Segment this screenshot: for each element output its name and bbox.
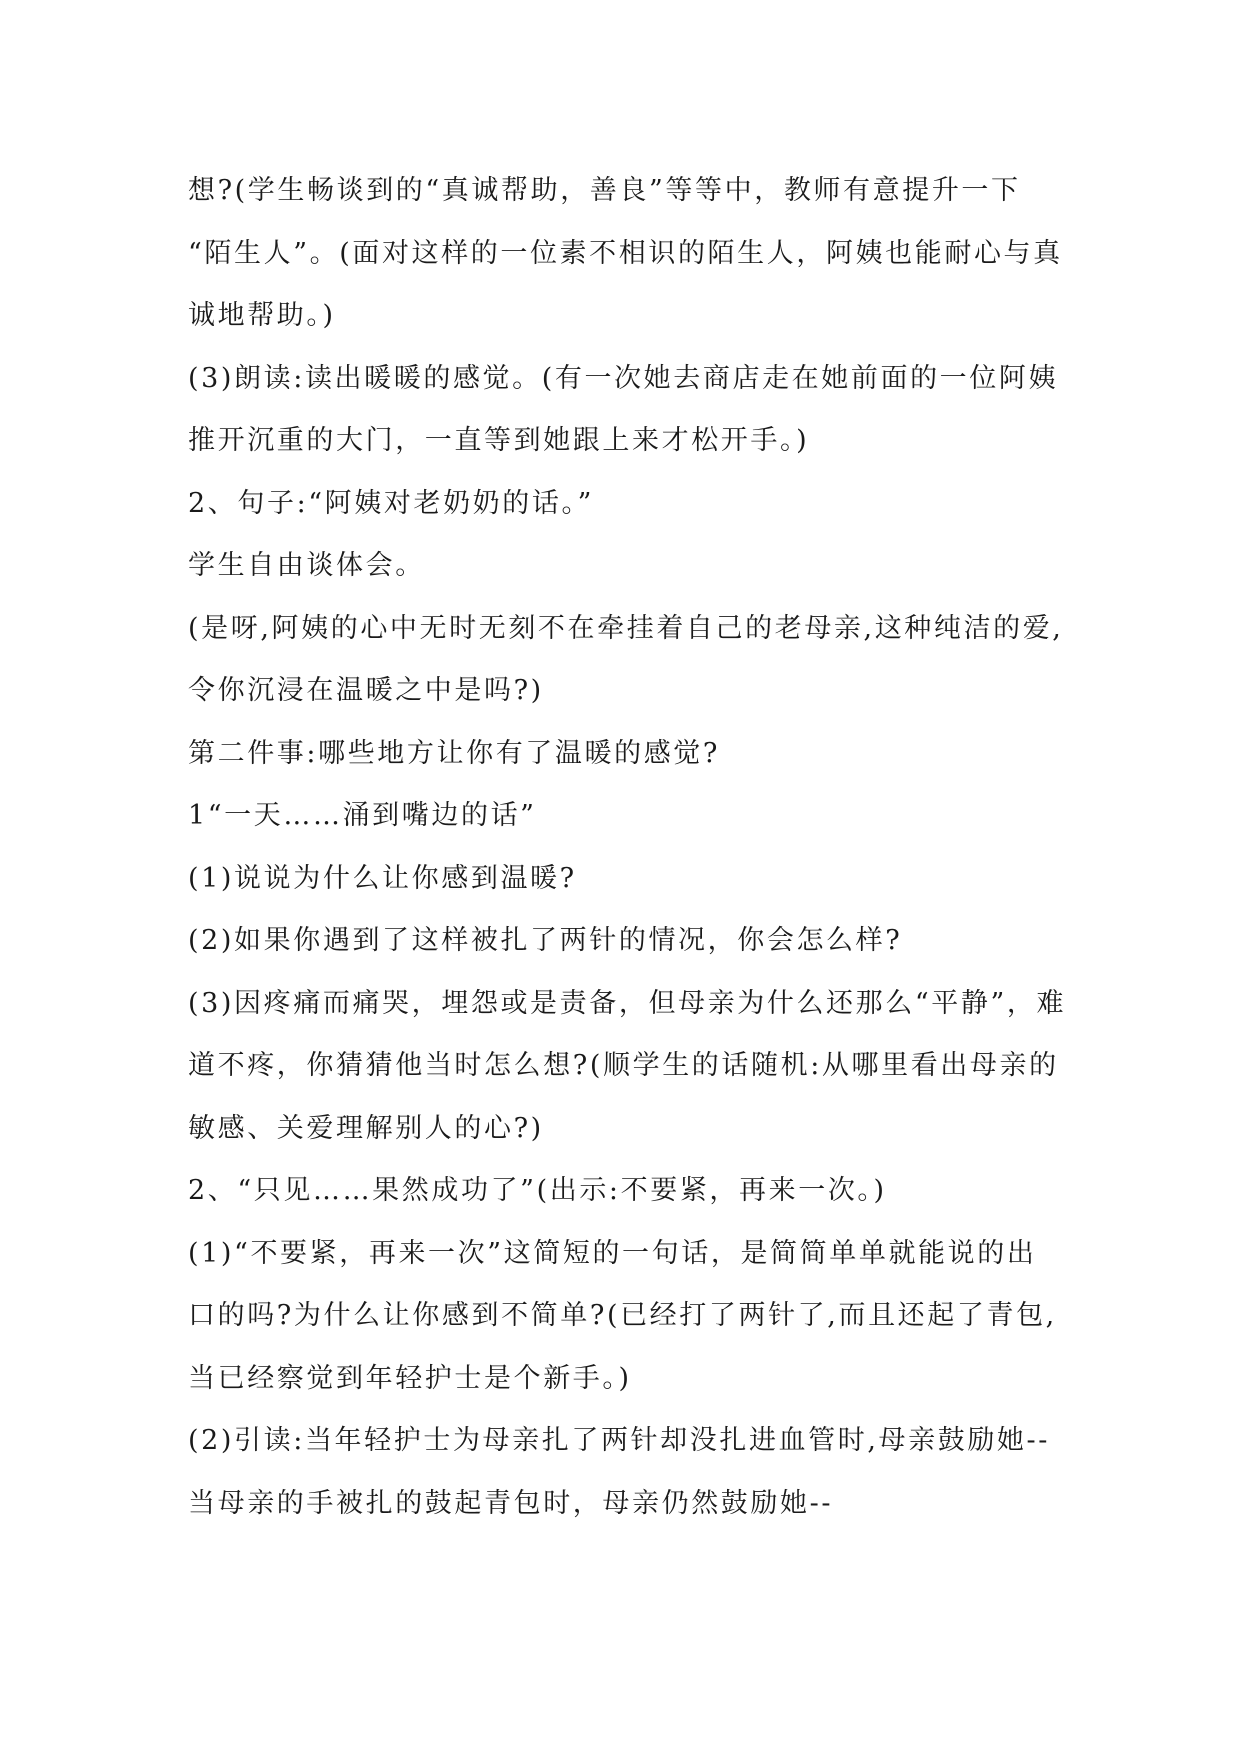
text-line: 1“一天……涌到嘴边的话” [188, 800, 537, 831]
text-line: (3)朗读:读出暖暖的感觉。(有一次她去商店走在她前面的一位阿姨 [188, 362, 1059, 394]
text-line: 令你沉浸在温暖之中是吗?) [188, 675, 544, 706]
text-line: 当已经察觉到年轻护士是个新手。) [188, 1362, 632, 1394]
text-line: (1)“不要紧，再来一次”这简短的一句话，是简简单单就能说的出 [188, 1237, 1037, 1269]
text-line: 第二件事:哪些地方让你有了温暖的感觉? [188, 737, 720, 769]
text-line: 道不疼，你猜猜他当时怎么想?(顺学生的话随机:从哪里看出母亲的 [188, 1050, 1059, 1081]
text-line: (3)因疼痛而痛哭，埋怨或是责备，但母亲为什么还那么“平静”，难 [188, 987, 1067, 1019]
document-body [188, 160, 1068, 1535]
text-line: 推开沉重的大门，一直等到她跟上来才松开手。) [188, 425, 810, 456]
text-line: 2、句子:“阿姨对老奶奶的话。” [188, 487, 594, 519]
text-line: 当母亲的手被扎的鼓起青包时，母亲仍然鼓励她-- [188, 1487, 834, 1519]
text-line: 口的吗?为什么让你感到不简单?(已经打了两针了,而且还起了青包, [188, 1300, 1057, 1331]
text-line: (2)引读:当年轻护士为母亲扎了两针却没扎进血管时,母亲鼓励她-- [188, 1425, 1050, 1456]
text-line: 学生自由谈体会。 [188, 550, 425, 581]
text-line: 敏感、关爱理解别人的心?) [188, 1112, 544, 1144]
text-line: (2)如果你遇到了这样被扎了两针的情况，你会怎么样? [188, 925, 903, 956]
text-line: 2、“只见……果然成功了”(出示:不要紧，再来一次。) [188, 1175, 887, 1206]
text-line: (是呀,阿姨的心中无时无刻不在牵挂着自己的老母亲,这种纯洁的爱, [188, 612, 1064, 644]
text-line: 诚地帮助。) [188, 300, 336, 331]
text-line: 想?(学生畅谈到的“真诚帮助，善良”等等中，教师有意提升一下 [188, 175, 1021, 206]
text-line: “陌生人”。(面对这样的一位素不相识的陌生人，阿姨也能耐心与真 [188, 237, 1063, 269]
text-line: (1)说说为什么让你感到温暖? [188, 862, 577, 894]
